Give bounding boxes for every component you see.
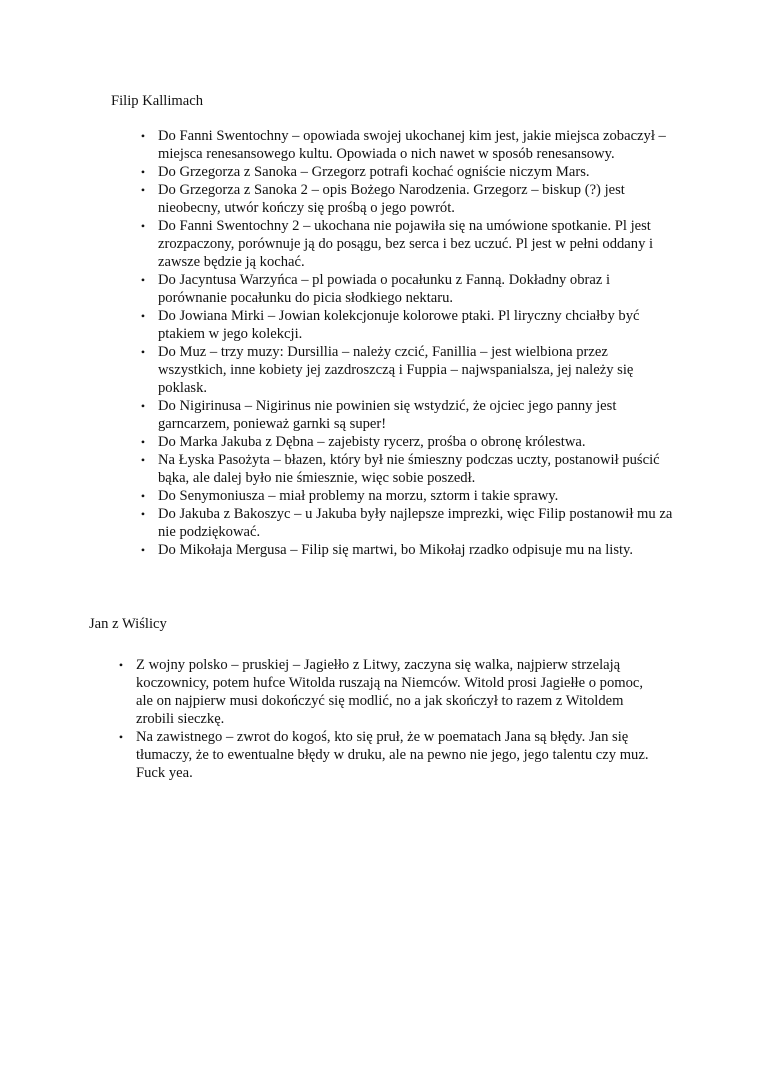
list-item-text: Do Jacyntusa Warzyńca – pl powiada o pocałunku z Fanną. Dokładny obraz i porównanie pocałunku do picia słodkiego nektaru. <box>158 272 611 306</box>
list-item <box>140 433 678 451</box>
bullet-icon: • <box>140 273 146 287</box>
list-item-text: Do Marka Jakuba z Dębna – zajebisty rycerz, prośba o obronę królestwa. <box>158 434 586 450</box>
list-item <box>118 656 656 728</box>
list-item-text: Na zawistnego – zwrot do kogoś, kto się pruł, że w poematach Jana są błędy. Jan się tłumaczy, że to ewentualne błędy w druku, ale na pewno nie jego, jego talentu czy muz. Fuck yea. <box>136 729 649 781</box>
list-item <box>140 451 678 487</box>
bullet-icon: • <box>140 435 146 449</box>
jan-z-wislicy-list <box>118 656 656 782</box>
list-item <box>140 181 678 217</box>
list-item-text: Do Jakuba z Bakoszyc – u Jakuba były najlepsze imprezki, więc Filip postanowił mu za nie podziękować. <box>158 506 673 540</box>
section-heading-jan-z-wislicy: Jan z Wiślicy <box>89 616 167 632</box>
filip-kallimach-list <box>140 127 678 559</box>
list-item-text: Do Jowiana Mirki – Jowian kolekcjonuje kolorowe ptaki. Pl liryczny chciałby być ptakiem w jego kolekcji. <box>158 308 640 342</box>
list-item-text: Do Grzegorza z Sanoka 2 – opis Bożego Narodzenia. Grzegorz – biskup (?) jest nieobecny, utwór kończy się prośbą o jego powrót. <box>158 182 625 216</box>
bullet-icon: • <box>140 129 146 143</box>
list-item <box>140 541 678 559</box>
list-item <box>140 271 678 307</box>
bullet-icon: • <box>140 507 146 521</box>
bullet-icon: • <box>140 399 146 413</box>
list-item-text: Do Mikołaja Mergusa – Filip się martwi, bo Mikołaj rzadko odpisuje mu na listy. <box>158 542 634 558</box>
list-item-text: Do Fanni Swentochny 2 – ukochana nie pojawiła się na umówione spotkanie. Pl jest zrozpaczony, porównuje ją do posągu, bez serca i bez uczuć. Pl jest w pełni oddany i zawsze będzie ją kochać. <box>158 218 654 270</box>
list-item-text: Do Nigirinusa – Nigirinus nie powinien się wstydzić, że ojciec jego panny jest garncarzem, ponieważ garnki są super! <box>158 398 617 432</box>
list-item <box>118 728 656 782</box>
section-heading-filip-kallimach: Filip Kallimach <box>111 93 204 109</box>
bullet-icon: • <box>140 165 146 179</box>
list-item <box>140 307 678 343</box>
list-item-text: Do Senymoniusza – miał problemy na morzu, sztorm i takie sprawy. <box>158 488 559 504</box>
list-item <box>140 505 678 541</box>
bullet-icon: • <box>118 730 124 744</box>
list-item-text: Z wojny polsko – pruskiej – Jagiełło z Litwy, zaczyna się walka, najpierw strzelają koczownicy, potem hufce Witolda ruszają na Niemców. Witold prosi Jagiełłe o pomoc, ale on najpierw musi dokończyć się modlić, no a jak skończył to razem z Witoldem zrobili sieczkę. <box>136 657 644 727</box>
bullet-icon: • <box>140 309 146 323</box>
list-item-text: Do Muz – trzy muzy: Dursillia – należy czcić, Fanillia – jest wielbiona przez wszystkich, inne kobiety jej zazdroszczą i Fuppia – najwspanialsza, jej należy się poklask. <box>158 344 634 396</box>
bullet-icon: • <box>140 345 146 359</box>
list-item <box>140 487 678 505</box>
bullet-icon: • <box>140 489 146 503</box>
bullet-icon: • <box>140 183 146 197</box>
list-item-text: Do Fanni Swentochny – opowiada swojej ukochanej kim jest, jakie miejsca zobaczył – miejsca renesansowego kultu. Opowiada o nich nawet w sposób renesansowy. <box>158 128 666 162</box>
list-item <box>140 397 678 433</box>
list-item-text: Do Grzegorza z Sanoka – Grzegorz potrafi kochać ogniście niczym Mars. <box>158 164 590 180</box>
list-item <box>140 127 678 163</box>
bullet-icon: • <box>118 658 124 672</box>
list-item-text: Na Łyska Pasożyta – błazen, który był nie śmieszny podczas uczty, postanowił puścić bąka, ale dalej było nie śmiesznie, więc sobie poszedł. <box>158 452 660 486</box>
list-item <box>140 163 678 181</box>
list-item <box>140 343 678 397</box>
bullet-icon: • <box>140 219 146 233</box>
bullet-icon: • <box>140 543 146 557</box>
list-item <box>140 217 678 271</box>
bullet-icon: • <box>140 453 146 467</box>
